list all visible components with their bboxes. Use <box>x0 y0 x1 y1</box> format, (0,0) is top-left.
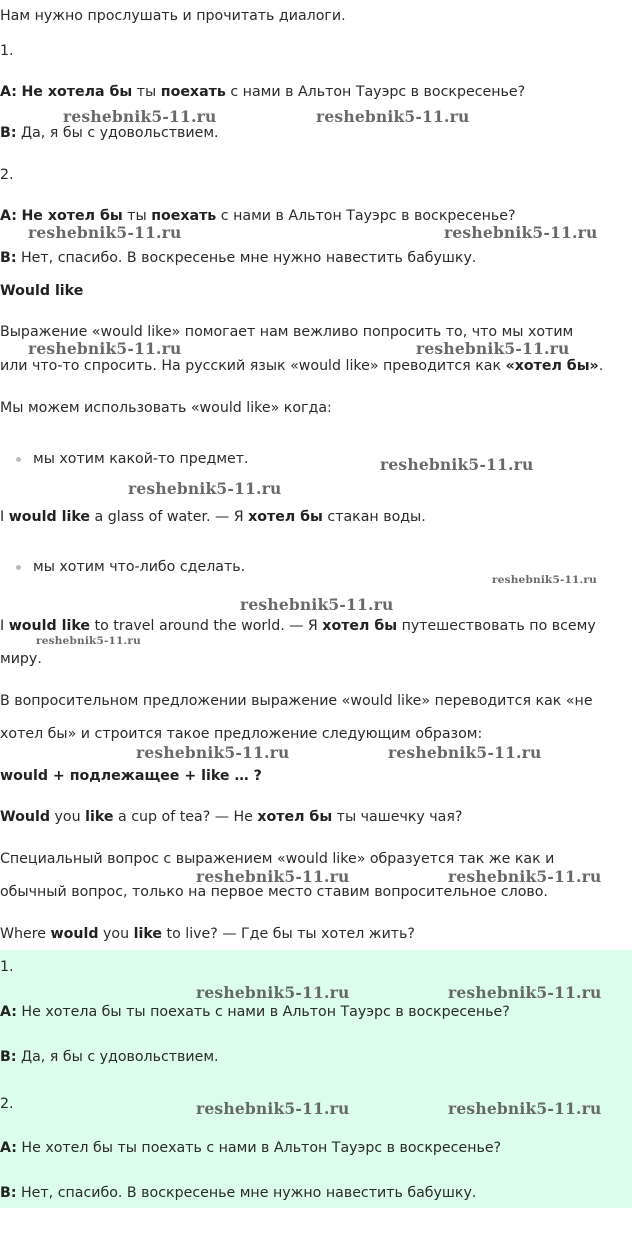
watermark: reshebnik5-11.ru <box>136 743 290 762</box>
dialog1-line-a: A: Не хотела бы ты поехать с нами в Альтон Тауэрс в воскресенье? <box>0 84 526 100</box>
answer-dialog2-line-b: B: Нет, спасибо. В воскресенье мне нужно навестить бабушку. <box>0 1185 477 1201</box>
answer-dialog1-number: 1. <box>0 959 14 975</box>
answer-dialog2-line-a: A: Не хотел бы ты поехать с нами в Альтон Тауэрс в воскресенье? <box>0 1140 502 1156</box>
dialog2-line-b: B: Нет, спасибо. В воскресенье мне нужно навестить бабушку. <box>0 250 477 266</box>
watermark: reshebnik5-11.ru <box>28 223 182 242</box>
watermark: reshebnik5-11.ru <box>196 1099 350 1118</box>
watermark: reshebnik5-11.ru <box>448 1099 602 1118</box>
formula: would + подлежащее + like … ? <box>0 768 262 784</box>
example-3: Would you like a cup of tea? — Не хотел бы ты чашечку чая? <box>0 809 463 825</box>
watermark: reshebnik5-11.ru <box>416 339 570 358</box>
dialog1-line-b: B: Да, я бы с удовольствием. <box>0 125 219 141</box>
answer-dialog2-number: 2. <box>0 1096 14 1112</box>
dialog2-line-a: A: Не хотел бы ты поехать с нами в Альтон Тауэрс в воскресенье? <box>0 208 516 224</box>
watermark: reshebnik5-11.ru <box>240 595 394 614</box>
bullet-item-2: мы хотим что-либо сделать. <box>33 559 246 575</box>
watermark: reshebnik5-11.ru <box>448 983 602 1002</box>
example-1: I would like a glass of water. — Я хотел бы стакан воды. <box>0 509 426 525</box>
watermark: reshebnik5-11.ru <box>388 743 542 762</box>
special-question-line1: Специальный вопрос с выражением «would like» образуется так же как и <box>0 851 555 867</box>
intro-text: Нам нужно прослушать и прочитать диалоги. <box>0 8 346 24</box>
example-2-line2: миру. <box>0 651 42 667</box>
bullet-dot <box>16 457 21 462</box>
bullet-dot <box>16 565 21 570</box>
paragraph1-line1: Выражение «would like» помогает нам вежливо попросить то, что мы хотим <box>0 324 574 340</box>
answer-dialog1-line-b: B: Да, я бы с удовольствием. <box>0 1049 219 1065</box>
answer-dialog1-line-a: A: Не хотела бы ты поехать с нами в Альтон Тауэрс в воскресенье? <box>0 1004 510 1020</box>
dialog1-number: 1. <box>0 43 14 59</box>
example-4: Where would you like to live? — Где бы ты хотел жить? <box>0 926 415 942</box>
watermark: reshebnik5-11.ru <box>316 107 470 126</box>
watermark: reshebnik5-11.ru <box>380 455 534 474</box>
watermark: reshebnik5-11.ru <box>448 867 602 886</box>
bullet-item-1: мы хотим какой-то предмет. <box>33 451 249 467</box>
section-heading: Would like <box>0 283 84 299</box>
paragraph1-line2: или что-то спросить. На русский язык «would like» преводится как «хотел бы». <box>0 358 604 374</box>
usage-intro: Мы можем использовать «would like» когда: <box>0 400 332 416</box>
dialog2-number: 2. <box>0 167 14 183</box>
question-rule-line1: В вопросительном предложении выражение «would like» переводится как «не <box>0 693 593 709</box>
watermark: reshebnik5-11.ru <box>128 479 282 498</box>
watermark: reshebnik5-11.ru <box>63 107 217 126</box>
example-2-line1: I would like to travel around the world. — Я хотел бы путешествовать по всему <box>0 618 596 634</box>
watermark: reshebnik5-11.ru <box>28 339 182 358</box>
watermark: reshebnik5-11.ru <box>196 983 350 1002</box>
question-rule-line2: хотел бы» и строится такое предложение следующим образом: <box>0 726 483 742</box>
watermark: reshebnik5-11.ru <box>444 223 598 242</box>
watermark: reshebnik5-11.ru <box>196 867 350 886</box>
special-question-line2: обычный вопрос, только на первое место ставим вопросительное слово. <box>0 884 548 900</box>
watermark: reshebnik5-11.ru <box>36 635 141 647</box>
watermark: reshebnik5-11.ru <box>492 574 597 586</box>
